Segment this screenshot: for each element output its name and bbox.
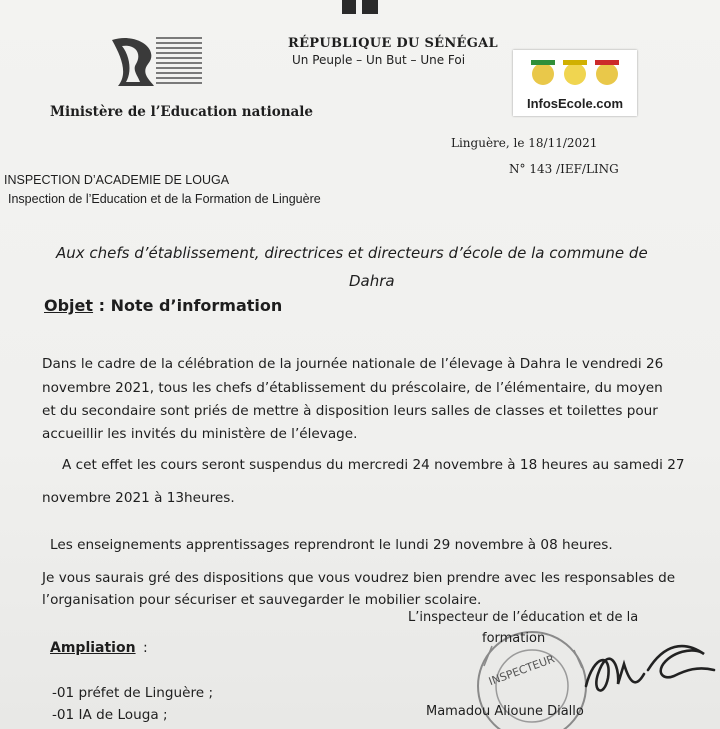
subject-text: : Note d’information: [98, 296, 283, 315]
body-line: l’organisation pour sécuriser et sauvegarder le mobilier scolaire.: [42, 592, 482, 608]
body-line: accueillir les invités du ministère de l’élevage.: [42, 426, 358, 442]
signatory-name: Mamadou Alioune Diallo: [426, 704, 584, 719]
ampliation-label: Ampliation: [50, 640, 136, 656]
addressee-line-2: Dahra: [349, 272, 395, 290]
body-line: Je vous saurais gré des dispositions que vous voudrez bien prendre avec les responsables de: [42, 570, 676, 586]
handwritten-signature: [574, 634, 720, 704]
republic-title: RÉPUBLIQUE DU SÉNÉGAL: [288, 36, 498, 51]
body-line: novembre 2021 à 13heures.: [42, 490, 235, 506]
body-line: Dans le cadre de la célébration de la journée nationale de l’élevage à Dahra le vendredi 26: [42, 356, 664, 372]
stamp-label: INSPECTEUR: [487, 652, 557, 689]
place-date: Linguère, le 18/11/2021: [451, 136, 598, 150]
graduation-heads-icon: [521, 54, 629, 90]
inspection-academy: INSPECTION D’ACADEMIE DE LOUGA: [4, 173, 230, 187]
inspection-ief: Inspection de l’Education et de la Formation de Linguère: [8, 192, 321, 206]
body-line: A cet effet les cours seront suspendus du mercredi 24 novembre à 18 heures au samedi 27: [62, 457, 685, 473]
reference-number: N° 143 /IEF/LING: [509, 162, 619, 176]
body-line: et du secondaire sont priés de mettre à disposition leurs salles de classes et toilettes pour: [42, 403, 658, 419]
ampliation-item: -01 IA de Louga ;: [52, 707, 168, 723]
ampliation-colon: :: [143, 640, 148, 656]
ministry-logo: [108, 34, 204, 88]
subject-line: [44, 296, 282, 315]
subject-label: Objet: [44, 296, 94, 315]
body-line: novembre 2021, tous les chefs d’établissement du préscolaire, de l’élémentaire, du moyen: [42, 380, 663, 396]
ministry-name: Ministère de l’Education nationale: [50, 104, 314, 120]
national-motto: Un Peuple – Un But – Une Foi: [292, 53, 466, 67]
signatory-title-line-2: formation: [482, 631, 546, 646]
addressee-line-1: Aux chefs d’établissement, directrices et directeurs d’école de la commune de: [56, 244, 648, 262]
infosecole-watermark: [513, 50, 637, 116]
ampliation-item: -01 préfet de Linguère ;: [52, 685, 214, 701]
body-line: Les enseignements apprentissages reprendront le lundi 29 novembre à 08 heures.: [50, 537, 613, 553]
infosecole-label: InfosEcole.com: [526, 96, 624, 111]
flag-mark: [342, 0, 378, 14]
signatory-title-line-1: L’inspecteur de l’éducation et de la: [408, 610, 639, 625]
